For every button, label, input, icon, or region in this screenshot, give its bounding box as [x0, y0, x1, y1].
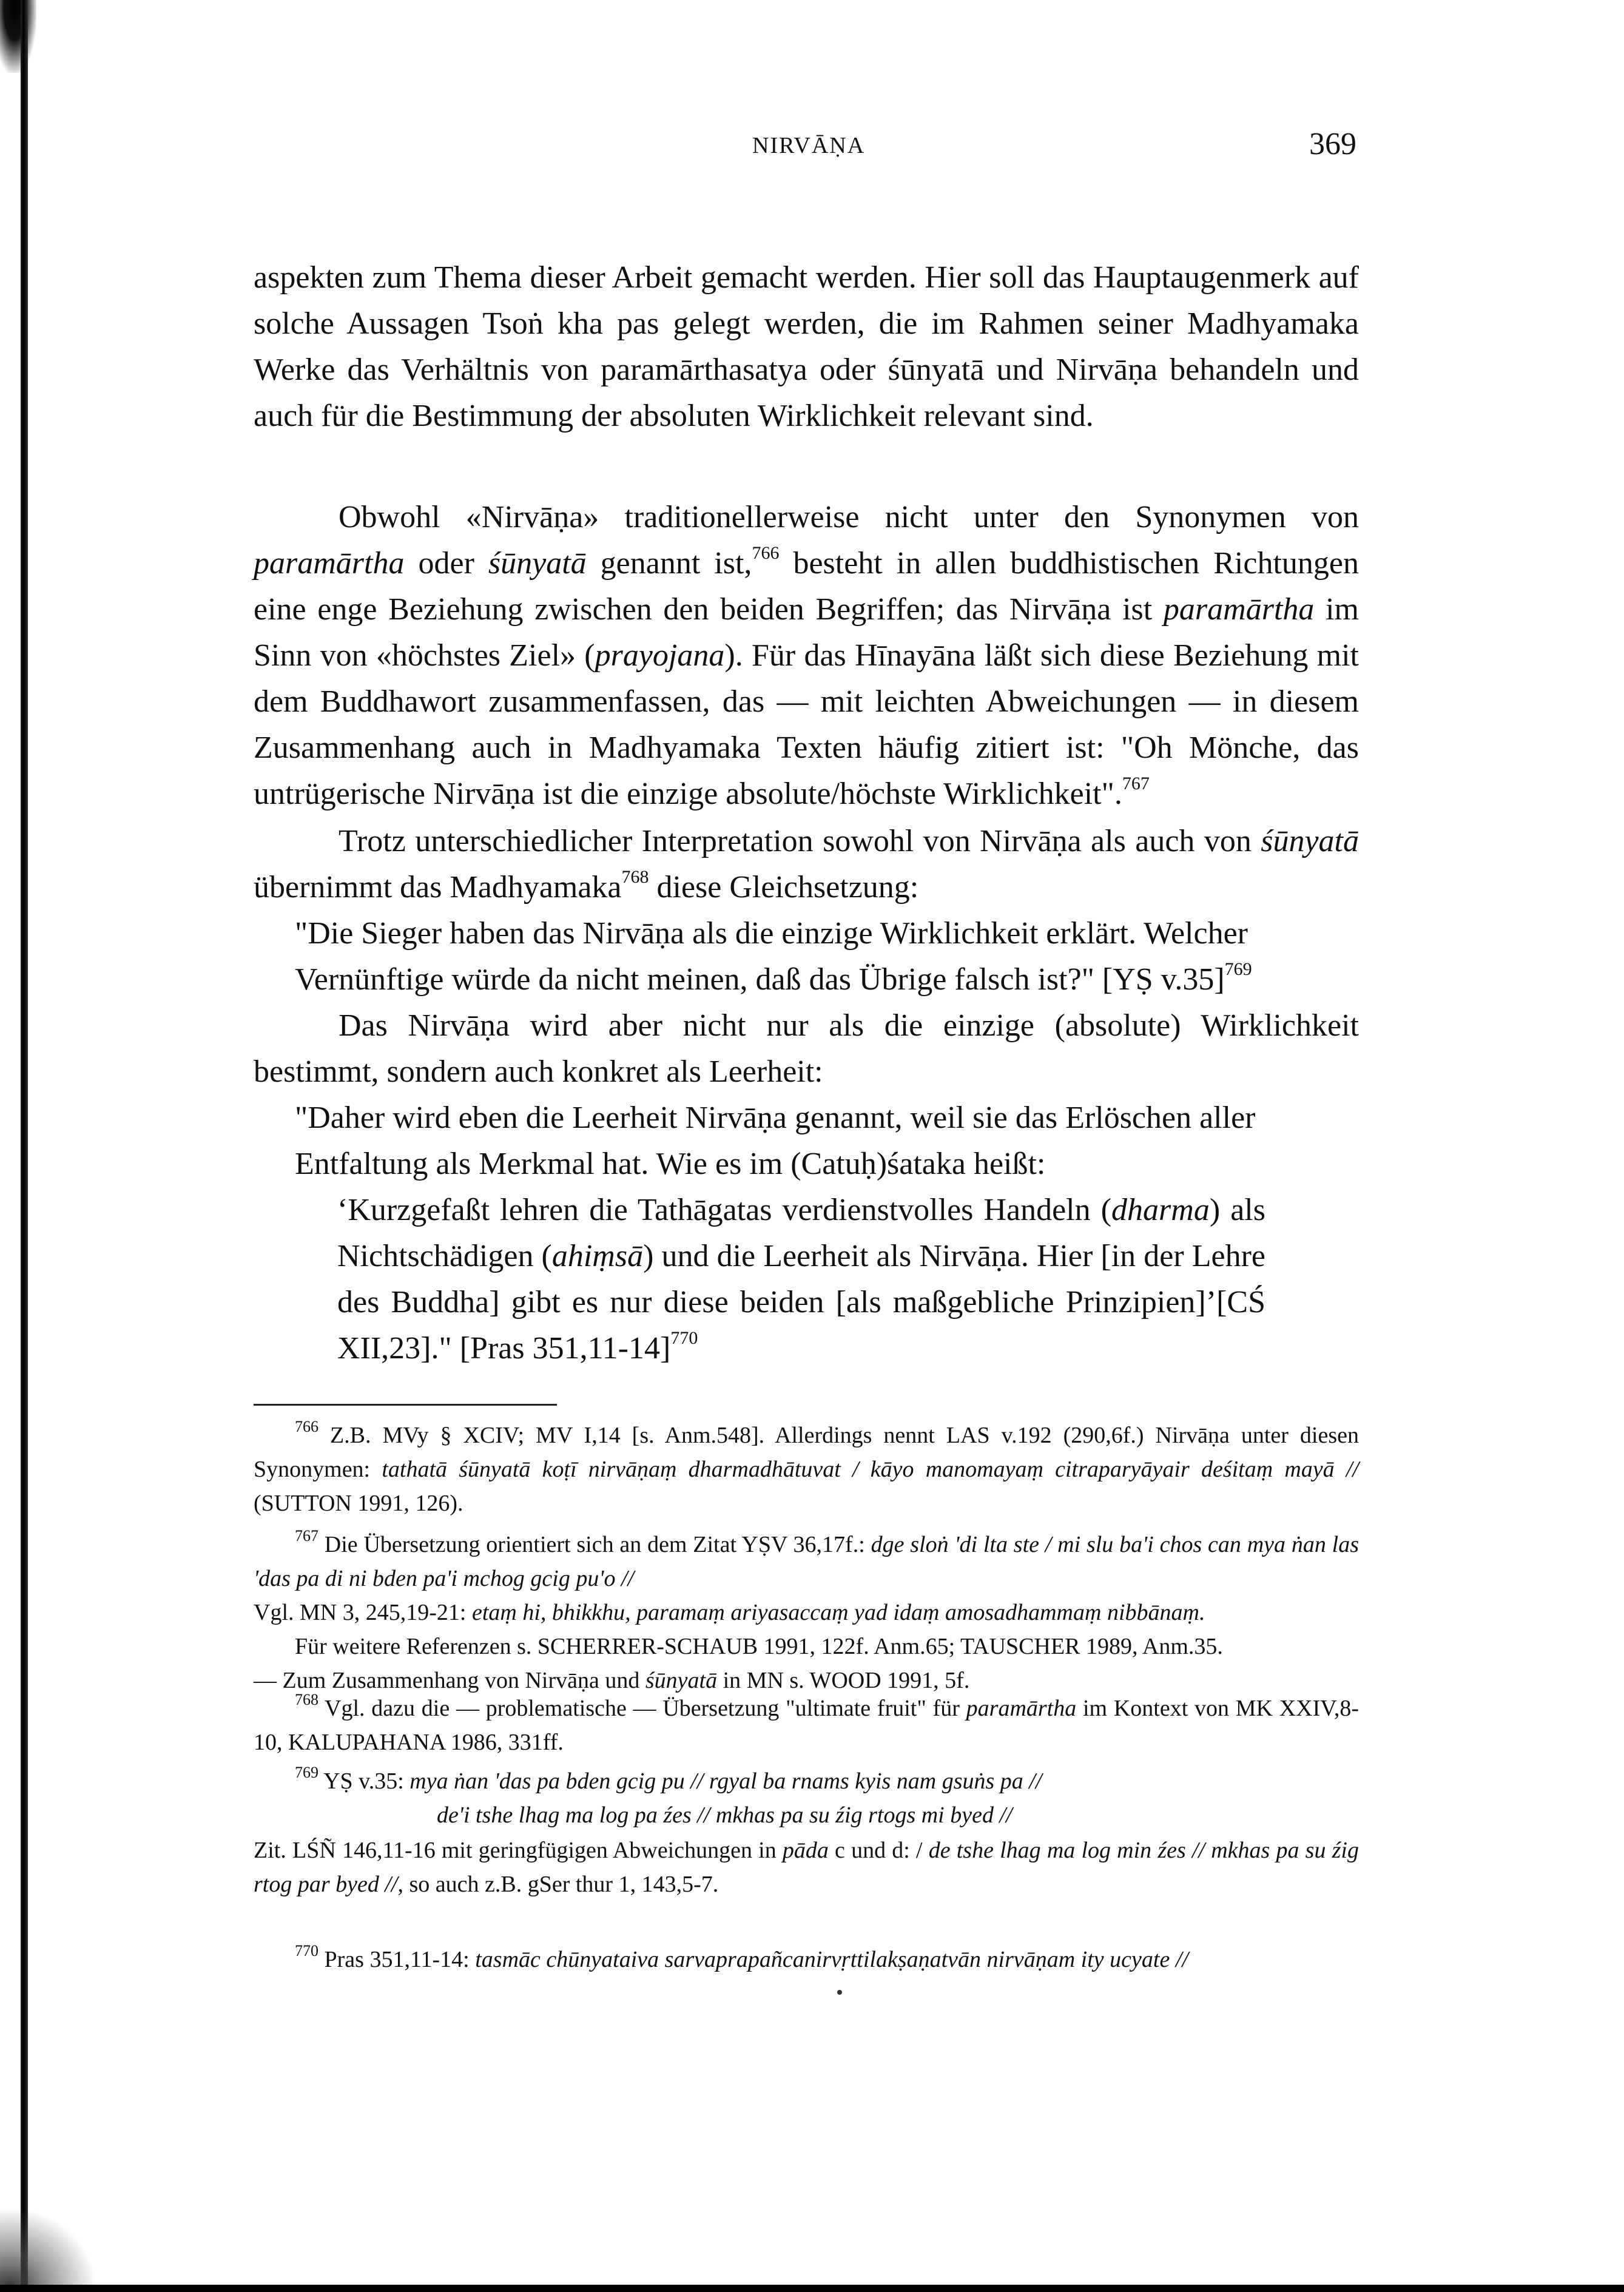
spine-bar	[21, 0, 28, 2292]
footnote-segment: Pras 351,11-14:	[318, 1947, 476, 1972]
spine-foot	[0, 2207, 97, 2292]
footnote-segment: YṢ v.35:	[318, 1768, 410, 1794]
p2-segment: ). Für das Hīnayāna läßt sich diese Beziehung mit dem Buddhawort zusammenfassen, das — mit leichten Abweichungen — in diesem Zusammenhang auch in Madhyamaka Texten häufig zitiert ist: "Oh Mönche, das untrügerische Nirvāṇa ist die einzige absolute/höchste Wirklichkeit".	[254, 638, 1359, 811]
paragraph-3-text	[254, 818, 1359, 911]
footnote-segment: im Kontext von MK XXIV,8-10, KALUPAHANA 1986, 331ff.	[254, 1696, 1359, 1755]
footnote-ref-766[interactable]: 766	[752, 542, 780, 563]
footnote-769-continued	[254, 1833, 1359, 1901]
footnote-769	[254, 1764, 1359, 1798]
p2-segment: genannt ist,	[586, 546, 752, 581]
footnote-768	[254, 1691, 1359, 1759]
footnote-770-text	[254, 1943, 1359, 1977]
footnote-767	[254, 1528, 1359, 1697]
footnote-767-line-2	[254, 1596, 1359, 1630]
p2-segment: besteht in allen buddhistischen Richtungen eine enge Beziehung zwischen den beiden Begriffen; das Nirvāṇa ist	[254, 546, 1359, 627]
footnote-767-line-3: Für weitere Referenzen s. SCHERRER-SCHAUB 1991, 122f. Anm.65; TAUSCHER 1989, Anm.35.	[295, 1634, 1223, 1659]
footnote-separator	[254, 1404, 557, 1406]
footnote-segment: Zit. LŚÑ 146,11-16 mit geringfügigen Abweichungen in	[254, 1838, 783, 1863]
p2-segment: im Sinn von «höchstes Ziel» (	[254, 592, 1359, 673]
p2-term: prayojana	[595, 638, 725, 673]
footnote-segment: c und d: /	[828, 1838, 929, 1863]
footnote-segment: Vgl. dazu die — problematische — Übersetzung "ultimate fruit" für	[318, 1696, 966, 1721]
quote-3-segment: ‘Kurzgefaßt lehren die Tathāgatas verdienstvolles Handeln (	[337, 1193, 1112, 1227]
quote-1-line-1: "Die Sieger haben das Nirvāṇa als die einzige Wirklichkeit erklärt. Welcher	[295, 916, 1248, 951]
quote-3-segment: ) und die Leerheit als Nirvāṇa. Hier [in der Lehre des Buddha] gibt es nur diese beiden [als maßgebliche Prinzipien]’[CŚ XII,23]." [Pras 351,11-14]	[337, 1239, 1265, 1366]
paragraph-4-text: Das Nirvāṇa wird aber nicht nur als die einzige (absolute) Wirklichkeit bestimmt, sondern auch konkret als Leerheit:	[254, 1008, 1359, 1089]
p3-term: śūnyatā	[1261, 824, 1359, 858]
p2-segment: oder	[404, 546, 488, 581]
footnote-767-line-1	[254, 1528, 1359, 1596]
quote-3-term: dharma	[1111, 1193, 1210, 1227]
p2-segment: Obwohl «Nirvāṇa» traditionellerweise nicht unter den Synonymen von	[339, 500, 1359, 534]
footnote-quote: tasmāc chūnyataiva sarvaprapañcanirvṛttilakṣaṇatvān nirvāṇam ity ucyate //	[475, 1947, 1188, 1972]
footnote-number: 768	[295, 1691, 318, 1709]
footnote-segment: (SUTTON 1991, 126).	[254, 1491, 463, 1516]
book-spine-shadow	[0, 0, 36, 2292]
footnote-769-line-1	[254, 1764, 1359, 1798]
scan-speck	[837, 1990, 842, 1995]
paragraph-3	[254, 818, 1359, 911]
quote-3-term: ahiṃsā	[551, 1239, 644, 1273]
page-number: 369	[1309, 127, 1356, 161]
p3-segment: übernimmt das Madhyamaka	[254, 870, 622, 905]
quote-1-line-2	[295, 957, 1359, 1003]
paragraph-2	[254, 494, 1359, 817]
footnote-quote: etaṃ hi, bhikkhu, paramaṃ ariyasaccaṃ yad idaṃ amosadhammaṃ nibbānaṃ.	[471, 1600, 1205, 1625]
footnote-770	[254, 1943, 1359, 1977]
paragraph-1-text: aspekten zum Thema dieser Arbeit gemacht werden. Hier soll das Hauptaugenmerk auf solche Aussagen Tsoṅ kha pas gelegt werden, die im Rahmen seiner Madhyamaka Werke das Verhältnis von paramārthasatya oder śūnyatā und Nirvāṇa behandeln und auch für die Bestimmung der absoluten Wirklichkeit relevant sind.	[254, 260, 1359, 433]
footnote-769-line-3	[254, 1833, 1359, 1901]
paragraph-4	[254, 1003, 1359, 1095]
footnote-766	[254, 1418, 1359, 1520]
footnote-segment: in MN s. WOOD 1991, 5f.	[717, 1668, 970, 1693]
p2-term: śūnyatā	[488, 546, 587, 581]
footnote-quote: tathatā śūnyatā koṭī nirvāṇaṃ dharmadhātuvat / kāyo manomayaṃ citraparyāyair deśitaṃ mayā //	[382, 1457, 1359, 1482]
footnote-number: 766	[295, 1418, 318, 1436]
footnote-769-line-2	[437, 1798, 1347, 1832]
block-quote-1	[295, 911, 1359, 1003]
paragraph-1	[254, 255, 1359, 439]
footnote-segment: Die Übersetzung orientiert sich an dem Zitat YṢV 36,17f.:	[318, 1532, 871, 1557]
footnote-766-text	[254, 1418, 1359, 1520]
footnote-segment: Vgl. MN 3, 245,19-21:	[254, 1600, 472, 1625]
footnote-quote: de tshe lhag ma log min źes // mkhas pa su źig rtog par byed //	[254, 1838, 1359, 1897]
footnote-number: 767	[295, 1527, 318, 1545]
spine-top	[0, 0, 36, 73]
quote-2-line-2: Entfaltung als Merkmal hat. Wie es im (Catuḥ)śataka heißt:	[295, 1147, 1046, 1181]
footnote-segment: Z.B. MVy § XCIV; MV I,14 [s. Anm.548]. Allerdings nennt LAS v.192 (290,6f.) Nirvāṇa unter diesen Synonymen:	[254, 1423, 1359, 1482]
footnote-quote: mya ṅan 'das pa bden gcig pu // rgyal ba rnams kyis nam gsuṅs pa //	[409, 1768, 1042, 1794]
footnote-number: 770	[295, 1942, 318, 1960]
footnote-768-text	[254, 1691, 1359, 1759]
p2-term: paramārtha	[254, 546, 405, 581]
running-header: NIRVĀṆA	[752, 133, 866, 158]
p3-segment: diese Gleichsetzung:	[649, 870, 919, 905]
footnote-769-verse-2	[437, 1798, 1347, 1832]
quote-1-line-2-text: Vernünftige würde da nicht meinen, daß das Übrige falsch ist?" [YṢ v.35]	[295, 962, 1225, 997]
p3-segment: Trotz unterschiedlicher Interpretation sowohl von Nirvāṇa als auch von	[339, 824, 1261, 858]
footnote-ref-769[interactable]: 769	[1224, 959, 1252, 979]
footnote-quote: de'i tshe lhag ma log pa źes // mkhas pa su źig rtogs mi byed //	[437, 1802, 1012, 1828]
footnote-ref-768[interactable]: 768	[621, 866, 649, 887]
quote-3-segment: ) als Nichtschädigen (	[337, 1193, 1265, 1273]
footnote-segment: , so auch z.B. gSer thur 1, 143,5-7.	[397, 1872, 719, 1897]
footnote-quote: dge sloṅ 'di lta ste / mi slu ba'i chos can mya ṅan las 'das pa di ni bden pa'i mchog gcig pu'o //	[254, 1532, 1359, 1591]
page-bottom-edge	[0, 2285, 1624, 2292]
block-quote-2	[295, 1095, 1359, 1187]
footnote-segment: — Zum Zusammenhang von Nirvāṇa und	[254, 1668, 645, 1693]
quote-2-line-1: "Daher wird eben die Leerheit Nirvāṇa genannt, weil sie das Erlöschen aller	[295, 1100, 1256, 1135]
footnote-number: 769	[295, 1764, 318, 1782]
p2-term: paramārtha	[1163, 592, 1315, 627]
footnote-term: śūnyatā	[645, 1668, 718, 1693]
footnote-ref-770[interactable]: 770	[670, 1327, 698, 1348]
footnote-term: pāda	[782, 1838, 829, 1863]
paragraph-2-text	[254, 494, 1359, 817]
block-quote-3	[337, 1187, 1265, 1372]
footnote-term: paramārtha	[966, 1696, 1077, 1721]
footnote-ref-767[interactable]: 767	[1122, 773, 1150, 794]
